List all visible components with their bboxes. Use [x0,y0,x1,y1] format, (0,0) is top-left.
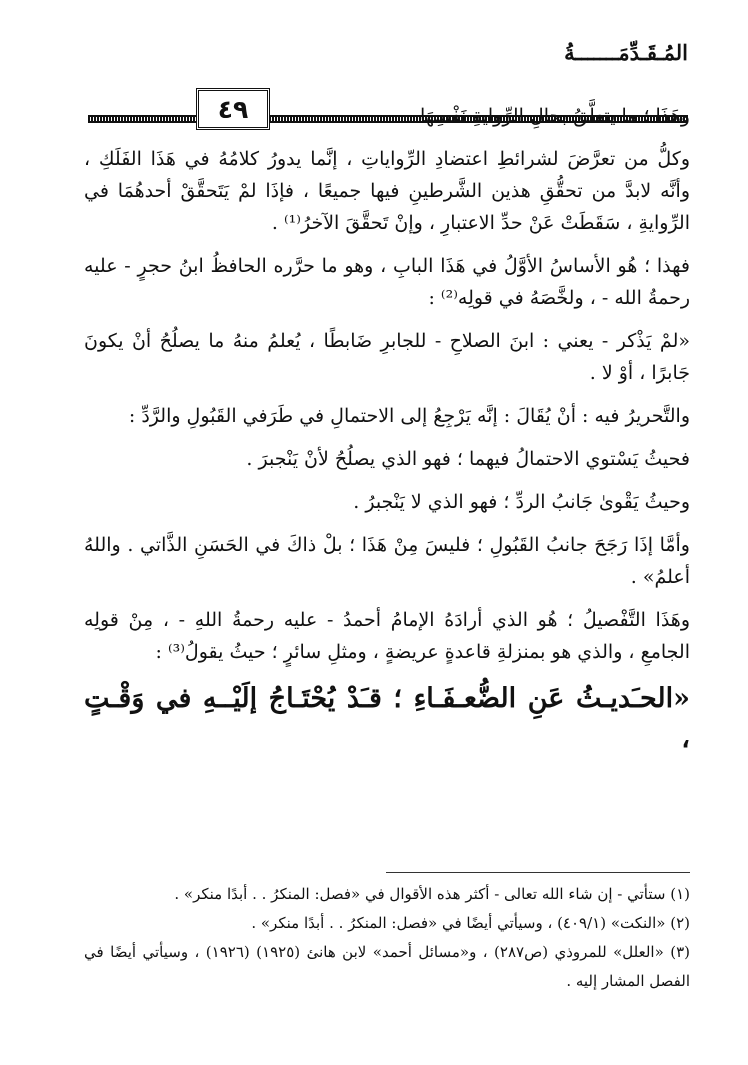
paragraph: وكلُّ من تعرَّضَ لشرائطِ اعتضادِ الرِّواياتِ ، إنَّما يدورُ كلامُهُ في هَذَا الفَلَكِ ، وأنَّه لابدَّ من تحقُّقِ هذين الشَّرطينِ فيها جميعًا ، فإذَا لمْ يَتَحقَّقْ أحدهُمَا في الرِّوايةِ ، سَقَطَتْ عَنْ حدِّ الاعتبارِ ، وإنْ تَحقَّقَ الآخرُ⁽¹⁾ . [84,148,690,234]
paragraph: فحيثُ يَسْتوي الاحتمالُ فيهما ؛ فهو الذي يصلُحُ لأنْ يَنْجبرَ . [246,448,690,470]
highlighted-quote: «الحـَديـثُ عَنِ الضُّعـفَـاءِ ؛ قـَدْ يُحْتَـاجُ إلَيْــهِ في وَقْـتٍ ، [84,683,690,754]
running-title: المُـقَـدِّمَـــــــةُ [564,40,688,65]
page-number: ٤٩ [196,88,270,130]
main-text [84,100,690,770]
paragraph: «لمْ يَذْكر - يعني : ابنَ الصلاحِ - للجابرِ ضَابطًا ، يُعلمُ منهُ ما يصلُحُ أنْ يكونَ جَابرًا ، أوْ لا . [84,330,690,384]
paragraph: وأمَّا إذَا رَجَحَ جانبُ القَبُولِ ؛ فليسَ مِنْ هَذَا ؛ بلْ ذاكَ في الحَسَنِ الذَّاتي . واللهُ أعلمُ» . [84,534,690,588]
paragraph: وحيثُ يَقْوىٰ جَانبُ الردِّ ؛ فهو الذي لا يَنْجبرُ . [353,491,690,513]
footnote-divider [386,872,690,873]
paragraph: وهَذَا التَّفْصيلُ ؛ هُو الذي أرادَهُ الإمامُ أحمدُ - عليه رحمةُ اللهِ - ، مِنْ قولِه الجامعِ ، والذي هو بمنزلةِ قاعدةٍ عريضةٍ ، ومثلِ سائرٍ ؛ حيثُ يقولُ⁽³⁾ : [84,609,690,663]
paragraph: فهذا ؛ هُو الأساسُ الأوَّلُ في هَذَا البابِ ، وهو ما حرَّره الحافظُ ابنُ حجرٍ - عليه رحمةُ الله - ، ولخَّصَهُ في قولِه⁽²⁾ : [84,255,690,309]
footnotes [84,880,690,996]
footnote: (٢) «النكت» (٤٠٩/١) ، وسيأتي أيضًا في «فصل: المنكرُ . . أبدًا منكر» . [251,914,690,932]
paragraph: والتَّحريرُ فيه : أنْ يُقَالَ : إنَّه يَرْجِعُ إلى الاحتمالِ في طَرَفي القَبُولِ والرَّدِّ : [128,405,690,427]
paragraph: وهَذَا ؛ ما يتعلَّقُ بحالِ الرِّوايةِ نَفْسِهَا . [407,105,690,127]
footnote: (١) ستأتي - إن شاء الله تعالى - أكثر هذه الأقوال في «فصل: المنكرُ . . أبدًا منكر» . [174,885,690,903]
footnote: (٣) «العلل» للمروذي (ص٢٨٧) ، و«مسائل أحمد» لابن هانئ (١٩٢٥) (١٩٢٦) ، وسيأتي أيضًا في الفصل المشار إليه . [84,943,690,990]
